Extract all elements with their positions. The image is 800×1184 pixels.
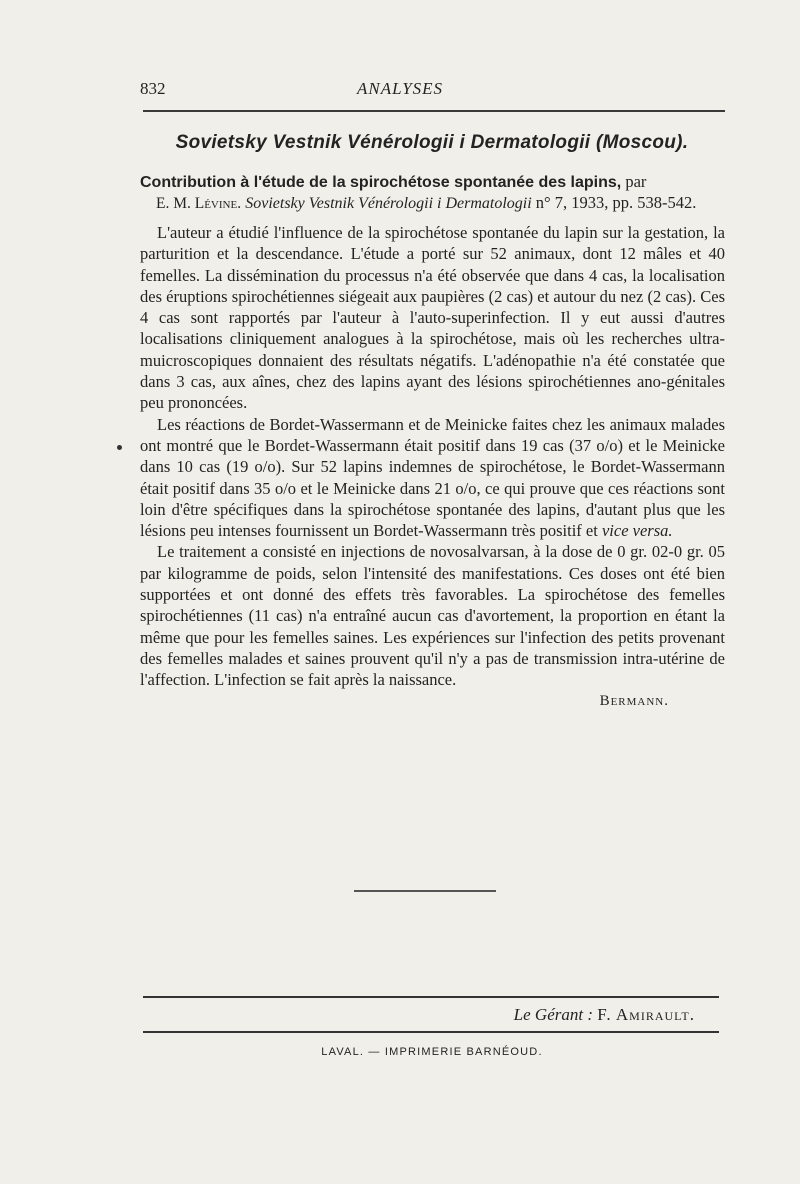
paragraph-2 bbox=[140, 414, 725, 542]
margin-mark bbox=[117, 445, 122, 450]
article-title-block bbox=[140, 172, 725, 214]
article-source: Sovietsky Vestnik Vénérologii i Dermatologii bbox=[245, 195, 532, 212]
section-end-rule bbox=[354, 890, 496, 892]
signature: Bermann. bbox=[599, 692, 669, 709]
article bbox=[140, 172, 725, 710]
article-issue: n° 7, 1933, bbox=[535, 193, 609, 212]
footer-rule-bottom bbox=[143, 1031, 719, 1033]
paragraph-1: L'auteur a étudié l'influence de la spirochétose spontanée du lapin sur la gestation, la parturition et la descendance. L'étude a porté sur 52 animaux, dont 12 mâles et 40 femelles. La dissémination du processus n'a été observée que dans 4 cas, la localisation des éruptions spirochétiennes siégeait aux paupières (2 cas) et autour du nez (2 cas). Ces 4 cas sont rapportés par l'auteur à l'auto-superinfection. Il y eut aussi d'autres localisations cliniquement analogues à la spirochétose, mais où les recherches ultra-muicroscopiques donnaient des résultats négatifs. L'adénopathie n'a été constatée que dans 3 cas, aux aînes, chez des lapins ayant des lésions spirochétiennes ano-génitales peu prononcées. bbox=[140, 223, 725, 413]
article-title: Contribution à l'étude de la spirochétose spontanée des lapins, bbox=[140, 174, 622, 191]
article-pages: pp. 538-542. bbox=[612, 193, 697, 212]
citation-line bbox=[140, 193, 725, 214]
gerant-name: F. Amirault. bbox=[597, 1005, 695, 1024]
page-number: 832 bbox=[140, 79, 166, 98]
vice-versa: vice versa. bbox=[601, 521, 673, 541]
title-by: par bbox=[625, 172, 647, 191]
imprint: LAVAL. — IMPRIMERIE BARNÉOUD. bbox=[321, 1046, 543, 1058]
paragraph-2-text: Les réactions de Bordet-Wassermann et de Meinicke faites chez les animaux malades ont montré que le Bordet-Wassermann était positif dans 19 cas (37 o/o) et le Meinicke dans 10 cas (19 o/o). Sur 52 lapins indemnes de spirochétose, le Bordet-Wassermann était positif dans 35 o/o et le Meinicke dans 21 o/o, ce qui prouve que ces réactions sont loin d'être spécifiques dans la spirochétose spontanée des lapins, d'autant plus que les lésions peu intenses fournissent un Bordet-Wassermann très positif et bbox=[140, 414, 725, 541]
paragraph-3: Le traitement a consisté en injections de novosalvarsan, à la dose de 0 gr. 02-0 gr. 05 par kilogramme de poids, selon l'intensité des manifestations. Ces doses ont été bien supportées et ont donné des effets très favorables. La spirochétose des femelles spirochétiennes (11 cas) n'a entraîné aucun cas d'avortement, la proportion en étant la même que pour les femelles saines. Les expériences sur l'infection des petits provenant des femelles malades et saines prouvent qu'il n'y a pas de transmission intra-utérine de l'affection. L'infection se fait après la naissance. bbox=[140, 542, 725, 690]
gerant-line bbox=[140, 1005, 695, 1025]
journal-title: Sovietsky Vestnik Vénérologii i Dermatologii (Moscou). bbox=[175, 132, 689, 153]
footer-rule-top bbox=[143, 996, 719, 998]
article-author: E. M. Lévine. bbox=[156, 195, 242, 212]
header-rule bbox=[143, 110, 725, 112]
running-head: ANALYSES bbox=[356, 79, 444, 98]
gerant-label: Le Gérant : bbox=[513, 1005, 593, 1024]
